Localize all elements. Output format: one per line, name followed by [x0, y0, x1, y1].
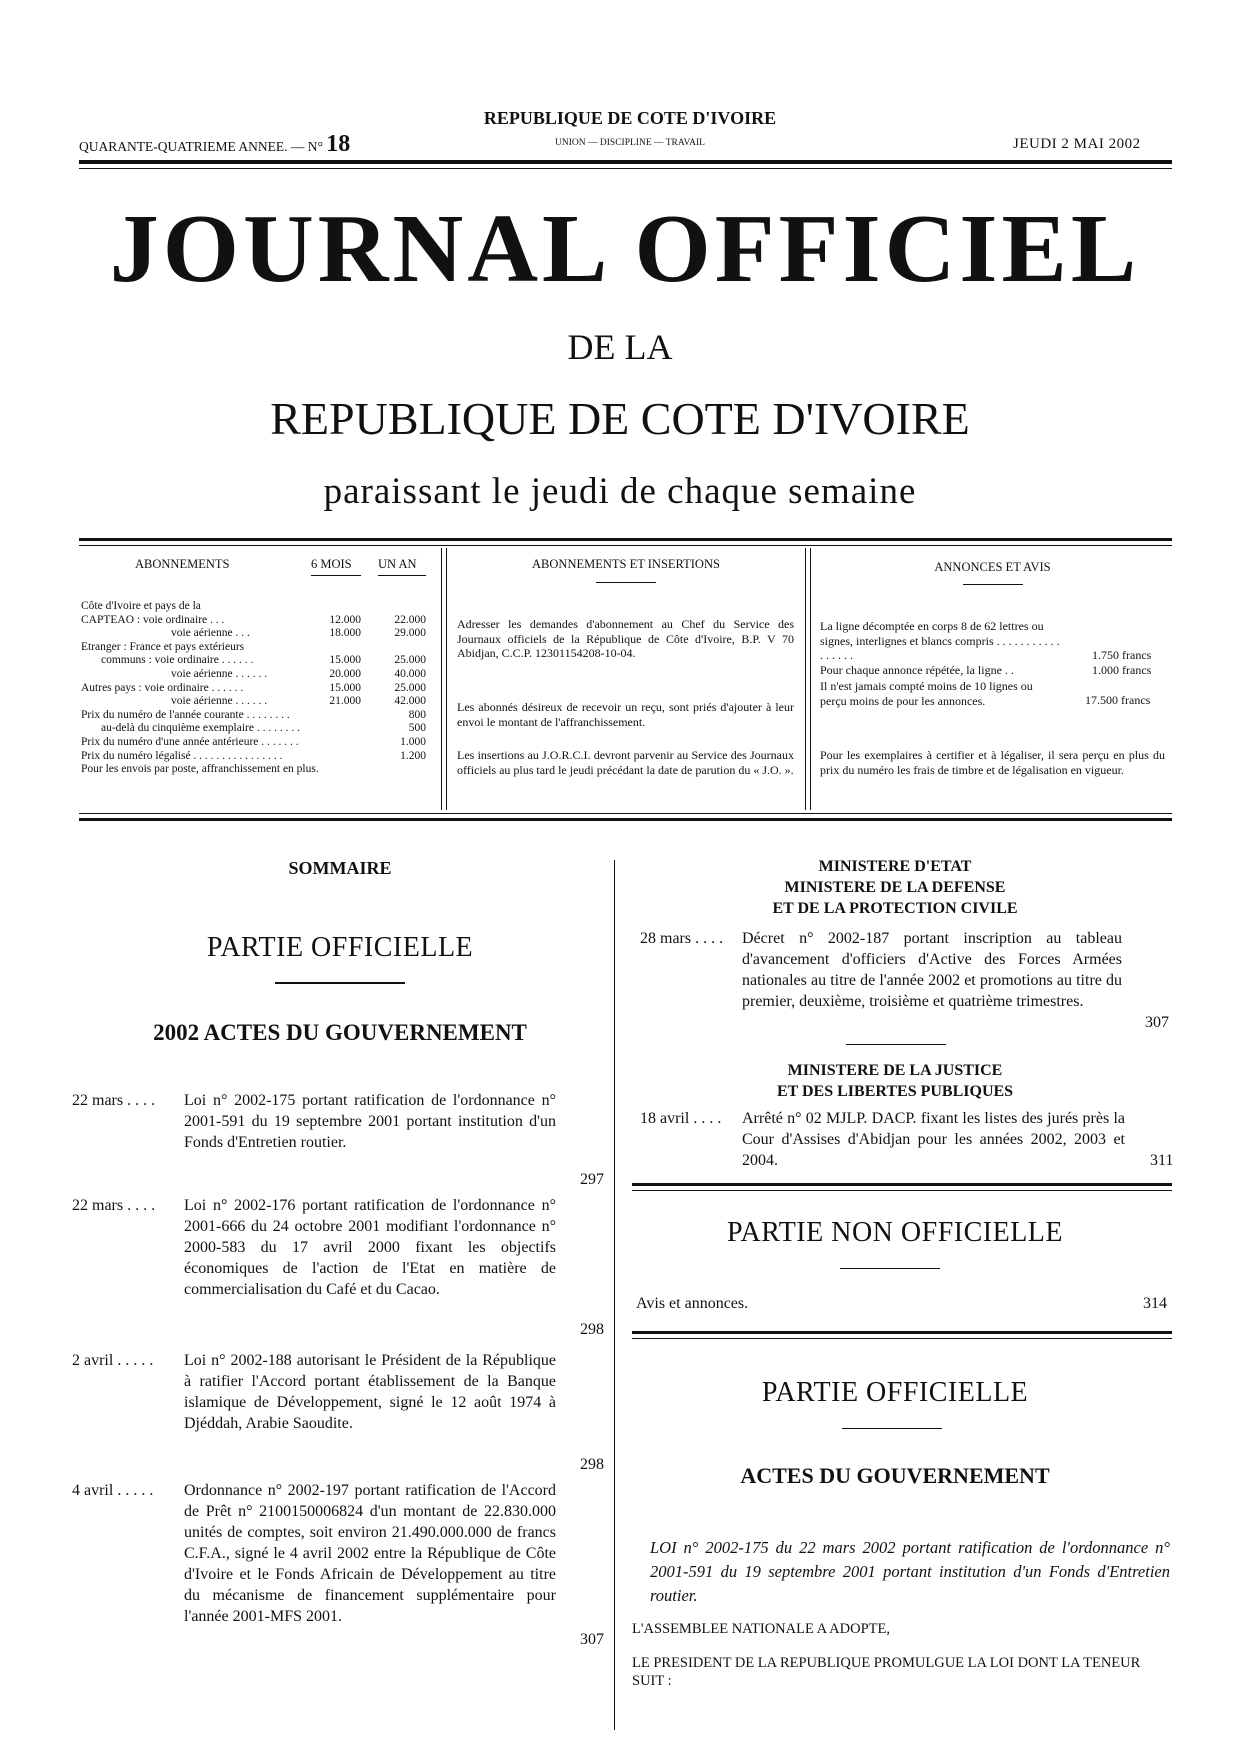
- assemblee-adopte: L'ASSEMBLEE NATIONALE A ADOPTE,: [632, 1621, 890, 1637]
- header-rule-thin: [79, 168, 1172, 169]
- sommaire-entry: [72, 1195, 612, 1340]
- insertions-p2: Les abonnés désireux de recevoir un reçu, sont priés d'ajouter à leur envoi le montant de l'affranchissement.: [457, 700, 794, 729]
- abonnements-row-6mois: 18.000: [329, 627, 361, 640]
- box-divider-1: [441, 548, 442, 810]
- right-entry-2: [640, 1108, 1175, 1178]
- insertions-p3: Les insertions au J.O.R.C.I. devront parvenir au Service des Journaux officiels au plus tard le jeudi précédant la date de parution du « J.O. ».: [457, 748, 794, 777]
- abonnements-row: [101, 654, 431, 667]
- actes-gouvernement-right: ACTES DU GOUVERNEMENT: [740, 1463, 1050, 1488]
- year-issue: QUARANTE-QUATRIEME ANNEE. — N°: [79, 139, 323, 154]
- non-officielle-rule: [840, 1268, 940, 1269]
- annonces-l1-price: 1.750 francs: [1092, 648, 1152, 662]
- ministere1-line3: ET DE LA PROTECTION CIVILE: [772, 900, 1018, 917]
- partie-officielle-right: PARTIE OFFICIELLE: [761, 1377, 1029, 1408]
- col-6mois-underline: [311, 575, 361, 576]
- partie-non-officielle: PARTIE NON OFFICIELLE: [726, 1217, 1063, 1248]
- box-divider-1b: [446, 548, 447, 810]
- sommaire-entry-page: 298: [580, 1456, 604, 1473]
- tagline: paraissant le jeudi de chaque semaine: [323, 471, 917, 512]
- sommaire-entry-date: 22 mars . . . .: [72, 1092, 156, 1109]
- abonnements-row-unan: 29.000: [394, 627, 426, 640]
- annonces-l2-price: 1.000 francs: [1092, 663, 1152, 677]
- loi-title: LOI n° 2002-175 du 22 mars 2002 portant ratification de l'ordonnance n° 2001-591 du 19 septembre 2001 portant institution d'un Fonds d'Entretien routier.: [650, 1538, 1170, 1605]
- abonnements-row-label: Autres pays : voie ordinaire . . . . . .: [81, 681, 244, 694]
- column-divider: [614, 860, 615, 1730]
- sommaire-entry-page: 298: [580, 1321, 604, 1338]
- sommaire-entry-page: 307: [580, 1631, 604, 1648]
- abonnements-row: [81, 600, 431, 613]
- abonnements-row-unan: 42.000: [394, 695, 426, 708]
- sommaire-entry: [72, 1350, 612, 1475]
- abonnements-row: [81, 763, 431, 776]
- abonnements-row-label: Pour les envois par poste, affranchissement en plus.: [81, 763, 319, 776]
- box-bottom-rule-thick: [79, 818, 1172, 821]
- president-promulgue: LE PRESIDENT DE LA REPUBLIQUE PROMULGUE LA LOI DONT LA TENEUR SUIT :: [632, 1655, 1141, 1689]
- box-top-rule-thick: [79, 538, 1172, 541]
- right-sep-2-thin: [632, 1190, 1172, 1191]
- ministere1-line1: MINISTERE D'ETAT: [818, 858, 972, 875]
- sommaire-entry-text: Loi n° 2002-188 autorisant le Président de la République à ratifier l'Accord portant établissement de la Banque islamique de Développement, signé le 12 août 1974 à Djéddah, Arabie Saoudite.: [184, 1352, 556, 1432]
- right-sep-1: [846, 1044, 946, 1045]
- sommaire-entry: [72, 1480, 612, 1660]
- abonnements-row-unan: 25.000: [394, 681, 426, 694]
- right-entry-2-page: 311: [1150, 1152, 1174, 1169]
- abonnements-row: [171, 695, 431, 708]
- header-rule-thick: [79, 160, 1172, 164]
- annonces-l2: Pour chaque annonce répétée, la ligne . .: [820, 663, 1014, 677]
- abonnements-row-label: voie aérienne . . .: [171, 627, 250, 640]
- col-unan: UN AN: [378, 557, 417, 571]
- annonces-title: ANNONCES ET AVIS: [934, 560, 1051, 574]
- right-entry-2-date: 18 avril . . . .: [640, 1110, 722, 1127]
- abonnements-title: ABONNEMENTS: [135, 557, 230, 571]
- abonnements-row-label: communs : voie ordinaire . . . . . .: [101, 654, 254, 667]
- sommaire-entry-date: 22 mars . . . .: [72, 1197, 156, 1214]
- partie-officielle-left: PARTIE OFFICIELLE: [206, 932, 474, 963]
- country-title: REPUBLIQUE DE COTE D'IVOIRE: [270, 393, 970, 444]
- abonnements-row: [171, 668, 431, 681]
- abonnements-row: [81, 736, 431, 749]
- issue-info: [79, 131, 350, 158]
- abonnements-row-label: Prix du numéro légalisé . . . . . . . . . . . . . . . .: [81, 749, 283, 762]
- annonces-l1: La ligne décomptée en corps 8 de 62 lettres ou signes, interlignes et blancs compris . . . . . . . . . . . . . . . . .: [820, 619, 1060, 662]
- box-divider-2b: [810, 548, 811, 810]
- right-entry-1: [640, 928, 1175, 1038]
- abonnements-row-6mois: 15.000: [329, 681, 361, 694]
- col-unan-underline: [378, 575, 426, 576]
- sommaire-title: SOMMAIRE: [288, 858, 392, 878]
- ministere2-line2: ET DES LIBERTES PUBLIQUES: [776, 1083, 1014, 1100]
- right-entry-1-text: Décret n° 2002-187 portant inscription au tableau d'avancement d'officiers d'Active des Forces Armées nationales au titre de l'année 2002 et promotions au titre du premier, deuxième, troisième et quatrième trimestres.: [742, 930, 1122, 1010]
- abonnements-row: [101, 722, 431, 735]
- annonces-title-rule: [963, 584, 1023, 585]
- insertions-p1: Adresser les demandes d'abonnement au Chef du Service des Journaux officiels de la République de Côte d'Ivoire, B.P. V 70 Abidjan, C.C.P. 12301154208-10-04.: [457, 617, 794, 660]
- box-bottom-rule-thin: [79, 813, 1172, 814]
- partie-officielle-left-rule: [275, 982, 405, 984]
- sommaire-entry-text: Loi n° 2002-176 portant ratification de l'ordonnance n° 2001-666 du 24 octobre 2001 modifiant l'ordonnance n° 2000-583 du 17 avril 2000 fixant les objectifs économiques de l'action de l'Etat en matière de commercialisation du Café et du Cacao.: [184, 1197, 556, 1298]
- motto: UNION — DISCIPLINE — TRAVAIL: [555, 138, 705, 148]
- actes-gouvernement-left: 2002 ACTES DU GOUVERNEMENT: [153, 1020, 527, 1045]
- abonnements-row: [81, 682, 431, 695]
- issue-date: JEUDI 2 MAI 2002: [1013, 136, 1141, 152]
- avis-annonces-page: 314: [1143, 1295, 1167, 1312]
- abonnements-row-label: voie aérienne . . . . . .: [171, 668, 268, 680]
- partie-officielle-right-rule: [842, 1428, 942, 1429]
- abonnements-row-label: au-delà du cinquième exemplaire . . . . . . . .: [101, 722, 300, 735]
- abonnements-row-label: Prix du numéro de l'année courante . . . . . . . .: [81, 708, 290, 721]
- abonnements-row-unan: 800: [408, 708, 426, 721]
- issue-number: 18: [326, 131, 351, 157]
- right-sep-3-thick: [632, 1331, 1172, 1334]
- ministere2-line1: MINISTERE DE LA JUSTICE: [787, 1062, 1003, 1079]
- sommaire-entry-date: 2 avril . . . . .: [72, 1352, 154, 1369]
- avis-annonces: Avis et annonces.: [636, 1295, 749, 1312]
- abonnements-row-6mois: 12.000: [329, 613, 361, 626]
- right-entry-2-text: Arrêté n° 02 MJLP. DACP. fixant les listes des jurés près la Cour d'Assises d'Abidjan pour les années 2002, 2003 et 2004.: [742, 1110, 1125, 1169]
- abonnements-row: [81, 709, 431, 722]
- abonnements-row-label: Côte d'Ivoire et pays de la: [81, 600, 201, 612]
- de-la: DE LA: [567, 327, 673, 367]
- abonnements-row-label: Prix du numéro d'une année antérieure . . . . . . .: [81, 736, 299, 748]
- abonnements-row-label: CAPTEAO : voie ordinaire . . .: [81, 613, 225, 626]
- abonnements-row: [81, 641, 431, 654]
- abonnements-row: [81, 750, 431, 763]
- abonnements-row: [171, 627, 431, 640]
- abonnements-row-unan: 25.000: [394, 654, 426, 667]
- right-sep-3-thin: [632, 1338, 1172, 1339]
- ministere1-line2: MINISTERE DE LA DEFENSE: [784, 879, 1006, 896]
- annonces-l3-price: 17.500 francs: [1085, 693, 1151, 707]
- abonnements-row-unan: 40.000: [394, 668, 426, 680]
- abonnements-row-6mois: 21.000: [329, 695, 361, 708]
- sommaire-entry-page: 297: [580, 1171, 604, 1188]
- journal-title: JOURNAL OFFICIEL: [109, 195, 1141, 303]
- abonnements-row: [81, 614, 431, 627]
- col-6mois: 6 MOIS: [311, 557, 352, 571]
- abonnements-row-label: Etranger : France et pays extérieurs: [81, 640, 245, 653]
- box-divider-2: [805, 548, 806, 810]
- right-entry-1-page: 307: [1145, 1014, 1169, 1031]
- abonnements-row-6mois: 20.000: [329, 668, 361, 680]
- annonces-p: Pour les exemplaires à certifier et à légaliser, il sera perçu en plus du prix du numéro les frais de timbre et de légalisation en vigueur.: [820, 748, 1165, 777]
- republic-header: REPUBLIQUE DE COTE D'IVOIRE: [483, 108, 777, 128]
- sommaire-entry: [72, 1090, 612, 1190]
- abonnements-row-unan: 22.000: [394, 613, 426, 626]
- right-sep-2-thick: [632, 1183, 1172, 1186]
- abonnements-row-6mois: 15.000: [329, 654, 361, 667]
- insertions-title-rule: [596, 582, 656, 583]
- sommaire-entry-date: 4 avril . . . . .: [72, 1482, 154, 1499]
- insertions-title: ABONNEMENTS ET INSERTIONS: [532, 557, 720, 571]
- right-entry-1-date: 28 mars . . . .: [640, 930, 724, 947]
- annonces-l3: Il n'est jamais compté moins de 10 lignes ou perçu moins de pour les annonces.: [820, 679, 1033, 708]
- abonnements-row-unan: 1.200: [400, 749, 426, 762]
- box-top-rule-thin: [79, 545, 1172, 546]
- sommaire-entry-text: Ordonnance n° 2002-197 portant ratification de l'Accord de Prêt n° 2100150006824 d'un montant de 22.830.000 unités de comptes, soit environ 21.490.000.000 de francs C.F.A., signé le 4 avril 2002 entre la République de Côte d'Ivoire et le Fonds Africain de Développement au titre du mécanisme de financement supplémentaire pour l'année 2001-MFS 2001.: [184, 1482, 556, 1625]
- abonnements-row-unan: 1.000: [400, 736, 426, 748]
- abonnements-row-label: voie aérienne . . . . . .: [171, 695, 268, 708]
- abonnements-row-unan: 500: [408, 722, 426, 735]
- sommaire-entry-text: Loi n° 2002-175 portant ratification de l'ordonnance n° 2001-591 du 19 septembre 2001 portant institution d'un Fonds d'Entretien routier.: [184, 1092, 556, 1151]
